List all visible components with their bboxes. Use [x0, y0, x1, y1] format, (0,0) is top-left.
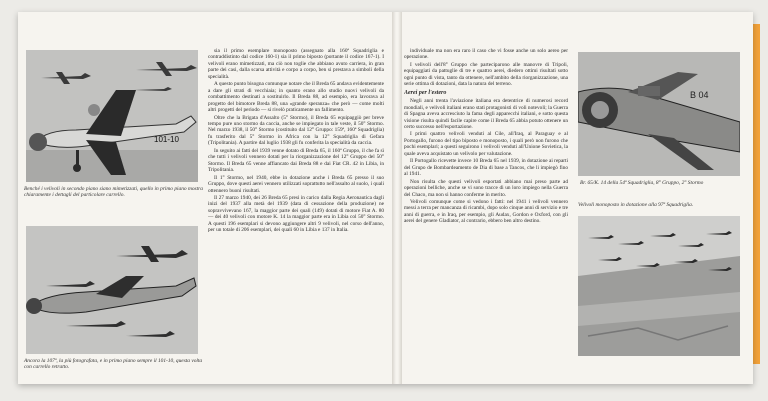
right-paragraph: Non risulta che questi velivoli esportati abbiano mai preso parte ad operazioni belliche, anche se vi sono tracce di un loro impiego nella Guerra del Chaco, ma non si hanno conferme in merito. [404, 178, 568, 198]
right-paragraph: I velivoli dell'8° Gruppo che parteciparono alle manovre di Tripoli, equipaggiati da pattuglie di tre e quattro aerei, diedero ottimi risultati sotto ogni punto di vista, tanto da ottenere, nell'ambito della riorganizzazione, una serie ottima di dotazioni, data la natura del terreno. [404, 61, 568, 88]
photo-formation-over-land [578, 216, 740, 356]
open-booklet [18, 12, 753, 384]
svg-text:B 04: B 04 [690, 90, 709, 100]
right-page [402, 12, 753, 384]
right-paragraph: Il Portogallo ricevette invece 10 Breda 65 nel 1939, in dotazione ai reparti del Grupo de Bombardeamento de Dia di base a Tancos, che li impiegò fino al 1941. [404, 158, 568, 178]
caption-top-left: Benché i velivoli in secondo piano siano mimetizzati, quello in primo piano mostra chiaramente i dettagli del particolare carrello. [24, 186, 203, 199]
left-text-column [208, 48, 384, 378]
left-paragraph: A questo punto bisogna comunque notare che il Breda 65 andava evidentemente a dare gli strati di vecchiaia; in quanto erano allo studio nuovi velivoli da combattimento destinati a sostituirlo. Il Breda 88, ad esempio, era lavorava al progetto del bimotore Breda 88, una «grande speranza» che però — come molti altri progetti del periodo — si rivelò praticamente un fallimento. [208, 81, 384, 114]
left-paragraph: Il 1° Stormo, nel 1940, ebbe in dotazione anche i Breda 65 presso il suo Gruppo, dove questi aerei vennero utilizzati soprattutto nell'assalto al suolo, i quali ottennero buoni risultati. [208, 174, 384, 194]
right-paragraph: I primi quattro velivoli venduti al Cile, all'Iraq, al Paraguay e al Portogallo, furono del tipo biposto e monoposto, i quali però non furono che pochi esemplari; a questi seguirono i velivoli venduti all'Unione Sovietica, la quale aveva acquistato un velivolo per valutazione. [404, 131, 568, 157]
left-paragraph: Il 27 marzo 1940, dei 26 Breda 65 presi in carico dalla Regia Aeronautica dagli inizi del 1937 alla metà del 1939 (data di cessazione della produzione) ne sopravvivevano 167, la maggior parte dei quali (149) dotati di motore Fiat A. 80 — dei 40 velivoli con motore K. 14 la maggior parte era in Libia col 50° Stormo. A questi 196 esemplari si devono aggiungere altri 9 velivoli, nel corso dell'anno, per un totale di 206 esemplari, dei quali 60 in Libia e 137 in Italia. [208, 194, 384, 234]
left-paragraph: sia il primo esemplare monoposto (assegnato alla 160ª Squadriglia e contraddistinto dal codice 160-1) sia il primo biposto (portante il codice 167-1). I velivoli erano mimetizzati, ma ciò non toglie che abbiano avuto carriera, in gran parte dei casi, dalla scarsa attività e corpo a corpo, ben si prestava a simboli della specialità. [208, 48, 384, 80]
photo-aircraft-formation-bottom [26, 226, 198, 354]
section-heading: Aerei per l'estero [404, 89, 447, 96]
left-page [18, 12, 392, 384]
left-paragraph: Oltre che la Brigata d'Assalto (5° Stormo), il Breda 65 equipaggiò per breve tempo pure uno stormo da caccia, anche se impiegato in tale veste, il 50° Stormo. Nel marzo 1938, il 50° Stormo (costituito dal 12° Gruppo: 159ª, 160ª Squadriglia) fu trasferito dal 5° Stormo in Africa con la 12° Squadriglia di Gefara (Tripolitania). A partire dal luglio 1938 gli fu conferita la specialità da caccia. [208, 114, 384, 147]
right-paragraph: Negli anni trenta l'aviazione italiana era detentrice di numerosi record mondiali, e velivoli italiani erano stati protagonisti di voli notevoli; la Guerra di Spagna aveva accresciuto la fama degli apparecchi italiani, e sotto questa visione risulta quindi facile capire come il Breda 65 abbia potuto ottenere un certo successo nell'esportazione. [404, 98, 568, 130]
photo-aircraft-formation-top [26, 50, 198, 182]
right-paragraph: individuale ma non era raro il caso che vi fosse anche un solo aereo per operazione. [404, 48, 568, 61]
photo-breda-65-closeup [578, 52, 740, 176]
left-paragraph: In seguito ai fatti del 1939 venne dotato di Breda 65, il 160ª Gruppo, il che fa sì che tutti i velivoli vennero dotati per la riorganizzazione del 12° Gruppo del 50° Stormo. Il Breda 65 venne affiancato dai Breda 88 e dai Fiat CR. 42 in Libia, in Tripolitania. [208, 147, 384, 174]
right-text-column [404, 48, 568, 378]
right-paragraph: Velivoli comunque come si vedono i fatti: nel 1941 i velivoli vennero messi a terra per mancanza di ricambi, dopo solo cinque anni di servizio e tre anni di guerra, e in Iraq, per esempio, gli Audax, Gordon e Oxford, con gli aerei del genere Gladiator, al contrario, ebbero ben altro destino. [404, 198, 568, 225]
caption-top-right: Br. 65/K. 14 della 54ª Squadriglia, 8° Gruppo, 2° Stormo [580, 180, 704, 186]
booklet-spine [392, 12, 402, 384]
svg-text:101-10: 101-10 [154, 135, 179, 144]
caption-bottom-right: Velivoli monoposto in dotazione alla 97ª Squadriglia. [578, 202, 694, 208]
caption-bottom-left: Ancora la 107ª, la più fotografata, e in primo piano sempre il 101-10, questa volta con carrello retratto. [24, 358, 203, 371]
